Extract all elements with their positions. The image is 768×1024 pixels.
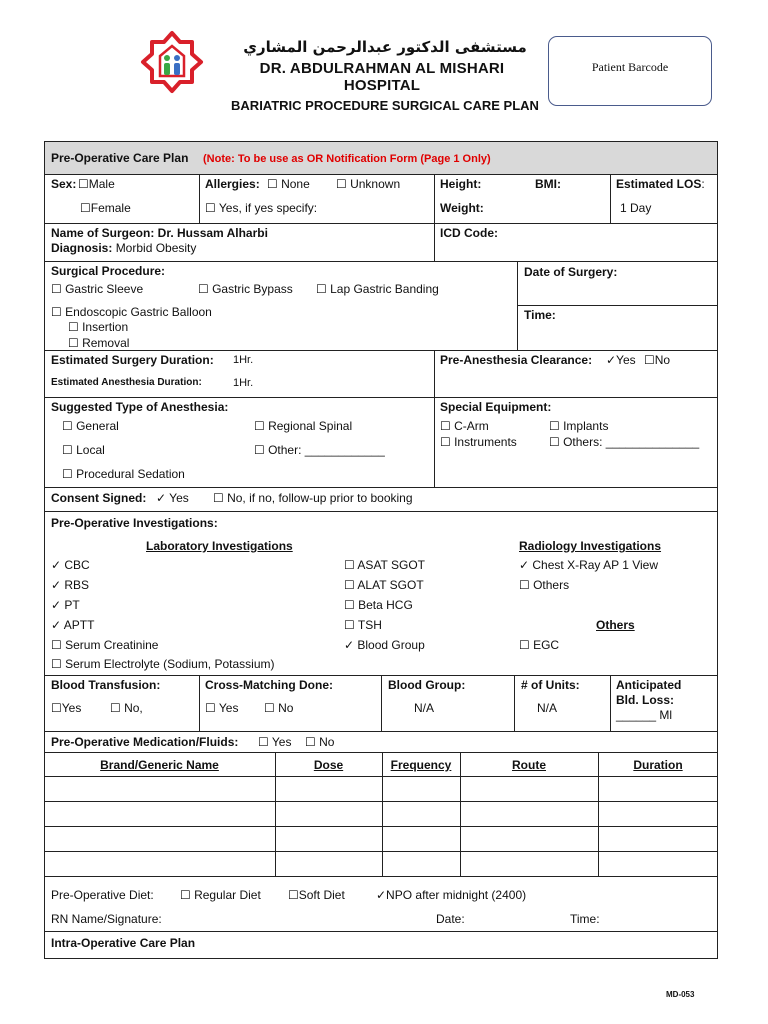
preop-diet-label: Pre-Operative Diet:: [51, 888, 154, 902]
lab-item[interactable]: ☐ ASAT SGOT: [344, 558, 425, 572]
rn-date-label: Date:: [436, 912, 465, 926]
row-divider: [44, 731, 718, 732]
med-col-dose: Dose: [313, 758, 344, 772]
row-divider: [44, 487, 718, 488]
height-label: Height:: [440, 177, 482, 191]
lab-item[interactable]: ☐ Serum Electrolyte (Sodium, Potassium): [51, 657, 275, 671]
row-divider: [44, 223, 718, 224]
column-divider: [434, 174, 435, 261]
sex-male-checkbox[interactable]: ☐Male: [78, 177, 115, 191]
diet-soft-checkbox[interactable]: ☐Soft Diet: [288, 888, 345, 902]
lab-investigations-title: Laboratory Investigations: [146, 539, 293, 553]
medication-yes-checkbox[interactable]: ☐ Yes: [258, 735, 292, 749]
blood-group-value: N/A: [414, 701, 435, 715]
equipment-carm-checkbox[interactable]: ☐ C-Arm: [440, 419, 489, 433]
column-divider: [199, 174, 200, 223]
row-divider: [44, 350, 718, 351]
column-divider: [434, 350, 435, 487]
surgery-duration-label: Estimated Surgery Duration:: [51, 353, 214, 367]
diagnosis: Diagnosis: Morbid Obesity: [51, 241, 197, 255]
allergies-label: Allergies:: [205, 177, 260, 191]
lab-item[interactable]: ☐ TSH: [344, 618, 382, 632]
equipment-instruments-checkbox[interactable]: ☐ Instruments: [440, 435, 517, 449]
surgeon-name: Name of Surgeon: Dr. Hussam Alharbi: [51, 226, 268, 240]
anesthesia-other-checkbox[interactable]: ☐ Other: ____________: [254, 443, 385, 457]
proc-gastric-sleeve-checkbox[interactable]: ☐ Gastric Sleeve: [51, 282, 144, 296]
lab-item[interactable]: ✓ Blood Group: [344, 638, 425, 652]
row-divider: [44, 397, 718, 398]
radiology-item[interactable]: ✓ Chest X-Ray AP 1 View: [519, 558, 659, 572]
form-title: BARIATRIC PROCEDURE SURGICAL CARE PLAN: [231, 98, 539, 113]
proc-gastric-balloon-checkbox[interactable]: ☐ Endoscopic Gastric Balloon: [51, 305, 212, 319]
lab-item[interactable]: ✓ RBS: [51, 578, 90, 592]
med-col-duration: Duration: [633, 758, 683, 772]
diet-regular-checkbox[interactable]: ☐ Regular Diet: [180, 888, 261, 902]
hospital-name-english: DR. ABDULRAHMAN AL MISHARI HOSPITAL: [259, 60, 505, 94]
anesthesia-general-checkbox[interactable]: ☐ General: [62, 419, 119, 433]
med-col-frequency: Frequency: [390, 758, 452, 772]
blood-transfusion-no-checkbox[interactable]: ☐ No,: [110, 701, 143, 715]
units-label: # of Units:: [521, 678, 580, 692]
row-divider: [44, 826, 718, 827]
row-divider: [44, 776, 718, 777]
proc-gastric-bypass-checkbox[interactable]: ☐ Gastric Bypass: [198, 282, 293, 296]
anesthesia-duration-label: Estimated Anesthesia Duration:: [51, 377, 202, 388]
preop-note: (Note: To be use as OR Notification Form (Page 1 Only): [203, 153, 491, 165]
weight-label: Weight:: [440, 201, 484, 215]
anesthesia-regional-checkbox[interactable]: ☐ Regional Spinal: [254, 419, 353, 433]
cross-matching-yes-checkbox[interactable]: ☐ Yes: [205, 701, 239, 715]
medication-no-checkbox[interactable]: ☐ No: [305, 735, 335, 749]
row-divider: [44, 851, 718, 852]
units-value: N/A: [537, 701, 558, 715]
lab-item[interactable]: ☐ ALAT SGOT: [344, 578, 424, 592]
lab-item[interactable]: ☐ Serum Creatinine: [51, 638, 159, 652]
radiology-item[interactable]: ☐ Others: [519, 578, 570, 592]
equipment-others-checkbox[interactable]: ☐ Others: ______________: [549, 435, 700, 449]
consent-yes-checkbox[interactable]: ✓ Yes: [156, 491, 189, 505]
lab-item[interactable]: ☐ Beta HCG: [344, 598, 413, 612]
medication-fluids-label: Pre-Operative Medication/Fluids:: [51, 735, 239, 749]
cross-matching-label: Cross-Matching Done:: [205, 678, 334, 692]
anesthesia-type-label: Suggested Type of Anesthesia:: [51, 400, 229, 414]
surgery-time-label: Time:: [524, 308, 556, 322]
column-divider: [610, 174, 611, 223]
blood-group-label: Blood Group:: [388, 678, 466, 692]
allergies-unknown-checkbox[interactable]: ☐ Unknown: [336, 177, 401, 191]
preop-section-title: Pre-Operative Care Plan: [51, 151, 189, 165]
rn-signature-label: RN Name/Signature:: [51, 912, 162, 926]
med-col-brand: Brand/Generic Name: [100, 758, 219, 772]
others-title: Others: [596, 618, 635, 632]
anesthesia-local-checkbox[interactable]: ☐ Local: [62, 443, 105, 457]
special-equipment-label: Special Equipment:: [440, 400, 552, 414]
investigations-label: Pre-Operative Investigations:: [51, 516, 218, 530]
row-divider: [44, 174, 718, 175]
blood-transfusion-label: Blood Transfusion:: [51, 678, 161, 692]
row-divider: [517, 305, 718, 306]
consent-no-checkbox[interactable]: ☐ No, if no, follow-up prior to booking: [213, 491, 413, 505]
row-divider: [44, 801, 718, 802]
anesthesia-duration-value: 1Hr.: [233, 377, 254, 389]
bmi-label: BMI:: [535, 177, 561, 191]
column-divider: [514, 675, 515, 731]
date-of-surgery-label: Date of Surgery:: [524, 265, 618, 279]
proc-lap-banding-checkbox[interactable]: ☐ Lap Gastric Banding: [316, 282, 439, 296]
med-col-route: Route: [512, 758, 546, 772]
hospital-logo-icon: [140, 30, 204, 94]
anesthesia-sedation-checkbox[interactable]: ☐ Procedural Sedation: [62, 467, 185, 481]
row-divider: [44, 752, 718, 753]
surgical-procedure-label: Surgical Procedure:: [51, 264, 166, 278]
row-divider: [44, 876, 718, 877]
rn-time-label: Time:: [570, 912, 600, 926]
lab-item[interactable]: ✓ PT: [51, 598, 80, 612]
blood-transfusion-yes-checkbox[interactable]: ☐Yes: [51, 701, 82, 715]
row-divider: [44, 511, 718, 512]
anticipated-loss-label: Anticipated: [616, 678, 682, 692]
form-code: MD-053: [666, 990, 695, 999]
column-divider: [381, 675, 382, 731]
column-divider: [610, 675, 611, 731]
equipment-implants-checkbox[interactable]: ☐ Implants: [549, 419, 609, 433]
los-label: Estimated LOS:: [616, 177, 705, 191]
diet-npo-checkbox[interactable]: ✓NPO after midnight (2400): [376, 888, 527, 902]
proc-insertion-checkbox[interactable]: ☐ Insertion: [68, 320, 129, 334]
clearance-no-checkbox[interactable]: ☐No: [644, 353, 671, 367]
lab-item[interactable]: ✓ CBC: [51, 558, 90, 572]
sex-label: Sex:: [51, 177, 77, 191]
row-divider: [44, 261, 718, 262]
cross-matching-no-checkbox[interactable]: ☐ No: [264, 701, 294, 715]
others-egc-checkbox[interactable]: ☐ EGC: [519, 638, 560, 652]
pre-anesthesia-clearance-label: Pre-Anesthesia Clearance:: [440, 353, 593, 367]
icd-code-label: ICD Code:: [440, 226, 498, 240]
lab-item[interactable]: ✓ APTT: [51, 618, 95, 632]
patient-barcode-box: Patient Barcode: [548, 36, 712, 106]
radiology-investigations-title: Radiology Investigations: [519, 539, 662, 553]
anticipated-loss-value[interactable]: ______ Ml: [616, 708, 673, 722]
los-value: 1 Day: [620, 201, 652, 215]
column-divider: [199, 675, 200, 731]
anticipated-loss-label-2: Bld. Loss:: [616, 693, 675, 707]
intraop-section-title: Intra-Operative Care Plan: [51, 936, 196, 950]
allergies-yes-checkbox[interactable]: ☐ Yes, if yes specify:: [205, 201, 318, 215]
clearance-yes-checkbox[interactable]: ✓Yes: [606, 353, 636, 367]
hospital-name-arabic: مستشفى الدكتور عبدالرحمن المشاري: [243, 38, 527, 56]
allergies-none-checkbox[interactable]: ☐ None: [267, 177, 310, 191]
surgery-duration-value: 1Hr.: [233, 354, 254, 366]
proc-removal-checkbox[interactable]: ☐ Removal: [68, 336, 130, 350]
consent-signed-label: Consent Signed:: [51, 491, 147, 505]
row-divider: [44, 931, 718, 932]
column-divider: [517, 261, 518, 350]
sex-female-checkbox[interactable]: ☐Female: [80, 201, 131, 215]
